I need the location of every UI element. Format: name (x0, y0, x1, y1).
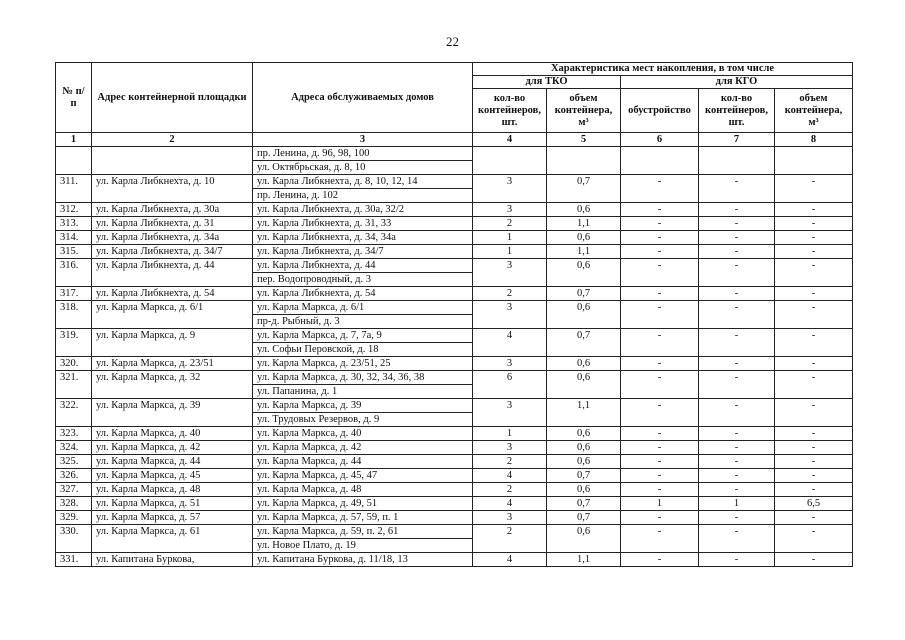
row-number: 331. (56, 553, 92, 567)
value-c6: - (621, 371, 699, 399)
value-c5: 0,7 (547, 497, 621, 511)
header-num: № п/п (56, 63, 92, 133)
row-number: 329. (56, 511, 92, 525)
site-address: ул. Карла Маркса, д. 6/1 (92, 301, 253, 329)
value-c7: - (699, 175, 775, 203)
served-address: ул. Карла Либкнехта, д. 34/7 (253, 245, 473, 259)
site-address: ул. Карла Маркса, д. 45 (92, 469, 253, 483)
value-c7: 1 (699, 497, 775, 511)
row-number: 326. (56, 469, 92, 483)
value-c5: 0,6 (547, 525, 621, 553)
value-c5: 1,1 (547, 217, 621, 231)
col-number: 8 (775, 133, 853, 147)
header-address: Адрес контейнерной площадки (92, 63, 253, 133)
site-address: ул. Карла Маркса, д. 44 (92, 455, 253, 469)
row-number: 319. (56, 329, 92, 357)
site-address: ул. Карла Маркса, д. 40 (92, 427, 253, 441)
value-c6: - (621, 301, 699, 329)
served-address: ул. Карла Либкнехта, д. 34, 34а (253, 231, 473, 245)
site-address (92, 147, 253, 175)
value-c5: 0,6 (547, 483, 621, 497)
value-c7 (699, 147, 775, 175)
value-c4: 1 (473, 427, 547, 441)
site-address: ул. Карла Либкнехта, д. 31 (92, 217, 253, 231)
site-address: ул. Карла Маркса, д. 61 (92, 525, 253, 553)
value-c7: - (699, 483, 775, 497)
value-c7: - (699, 525, 775, 553)
value-c6: - (621, 483, 699, 497)
value-c4 (473, 147, 547, 175)
row-number: 325. (56, 455, 92, 469)
value-c8: - (775, 553, 853, 567)
served-address: ул. Карла Либкнехта, д. 31, 33 (253, 217, 473, 231)
value-c4: 3 (473, 399, 547, 427)
value-c8: - (775, 231, 853, 245)
value-c5: 0,6 (547, 231, 621, 245)
served-address: пр-д. Рыбный, д. 3 (253, 315, 473, 329)
column-numbers-row (56, 133, 853, 147)
served-address: ул. Карла Маркса, д. 6/1 (253, 301, 473, 315)
value-c5: 0,6 (547, 301, 621, 329)
value-c5: 0,7 (547, 511, 621, 525)
table-row (56, 287, 853, 301)
value-c7: - (699, 469, 775, 483)
table-body (56, 147, 853, 567)
value-c8: 6,5 (775, 497, 853, 511)
value-c8 (775, 147, 853, 175)
value-c4: 3 (473, 441, 547, 455)
served-address: ул. Карла Маркса, д. 45, 47 (253, 469, 473, 483)
value-c5: 0,6 (547, 427, 621, 441)
value-c4: 2 (473, 217, 547, 231)
value-c7: - (699, 427, 775, 441)
value-c4: 3 (473, 203, 547, 217)
row-number: 316. (56, 259, 92, 287)
page-number: 22 (446, 34, 459, 49)
row-number: 311. (56, 175, 92, 203)
table-row (56, 497, 853, 511)
header-served: Адреса обслуживаемых домов (253, 63, 473, 133)
value-c7: - (699, 371, 775, 399)
value-c4: 1 (473, 231, 547, 245)
value-c6: - (621, 399, 699, 427)
value-c6: - (621, 455, 699, 469)
value-c6: - (621, 441, 699, 455)
value-c7: - (699, 455, 775, 469)
site-address: ул. Карла Либкнехта, д. 10 (92, 175, 253, 203)
table-row (56, 231, 853, 245)
row-number: 312. (56, 203, 92, 217)
value-c4: 4 (473, 553, 547, 567)
site-address: ул. Карла Либкнехта, д. 34а (92, 231, 253, 245)
row-number: 328. (56, 497, 92, 511)
value-c4: 3 (473, 259, 547, 287)
served-address: ул. Карла Маркса, д. 49, 51 (253, 497, 473, 511)
table-row (56, 329, 853, 343)
header-characteristics: Характеристика мест накопления, в том числе (473, 63, 853, 76)
served-address: ул. Новое Плато, д. 19 (253, 539, 473, 553)
row-number: 322. (56, 399, 92, 427)
value-c6: - (621, 329, 699, 357)
header-kgo: для КГО (621, 76, 853, 89)
value-c5 (547, 147, 621, 175)
table-row (56, 399, 853, 413)
value-c7: - (699, 329, 775, 357)
site-address: ул. Карла Либкнехта, д. 34/7 (92, 245, 253, 259)
value-c7: - (699, 203, 775, 217)
value-c6: - (621, 259, 699, 287)
served-address: пр. Ленина, д. 102 (253, 189, 473, 203)
value-c4: 2 (473, 483, 547, 497)
header-tko-volume: объем контейнера, м³ (547, 89, 621, 133)
value-c6: - (621, 203, 699, 217)
row-number: 315. (56, 245, 92, 259)
value-c8: - (775, 511, 853, 525)
col-number: 7 (699, 133, 775, 147)
served-address: ул. Октябрьская, д. 8, 10 (253, 161, 473, 175)
site-address: ул. Карла Маркса, д. 48 (92, 483, 253, 497)
value-c7: - (699, 259, 775, 287)
value-c6: - (621, 357, 699, 371)
value-c4: 6 (473, 371, 547, 399)
table-row (56, 483, 853, 497)
row-number: 321. (56, 371, 92, 399)
site-address: ул. Карла Маркса, д. 57 (92, 511, 253, 525)
served-address: ул. Карла Маркса, д. 23/51, 25 (253, 357, 473, 371)
value-c4: 4 (473, 329, 547, 357)
served-address: ул. Софьи Перовской, д. 18 (253, 343, 473, 357)
row-number (56, 147, 92, 175)
value-c8: - (775, 525, 853, 553)
value-c6: - (621, 511, 699, 525)
served-address: ул. Папанина, д. 1 (253, 385, 473, 399)
served-address: ул. Карла Либкнехта, д. 30а, 32/2 (253, 203, 473, 217)
row-number: 327. (56, 483, 92, 497)
value-c5: 0,6 (547, 371, 621, 399)
table-row (56, 301, 853, 315)
value-c4: 1 (473, 245, 547, 259)
col-number: 3 (253, 133, 473, 147)
value-c7: - (699, 511, 775, 525)
value-c8: - (775, 329, 853, 357)
value-c8: - (775, 357, 853, 371)
col-number: 1 (56, 133, 92, 147)
header-tko-count: кол-во контейнеров, шт. (473, 89, 547, 133)
col-number: 4 (473, 133, 547, 147)
value-c6: - (621, 525, 699, 553)
served-address: ул. Карла Маркса, д. 39 (253, 399, 473, 413)
served-address: ул. Карла Маркса, д. 48 (253, 483, 473, 497)
value-c6 (621, 147, 699, 175)
value-c6: - (621, 469, 699, 483)
value-c7: - (699, 399, 775, 427)
value-c5: 0,7 (547, 175, 621, 203)
col-number: 6 (621, 133, 699, 147)
value-c5: 0,6 (547, 259, 621, 287)
value-c8: - (775, 217, 853, 231)
site-address: ул. Карла Маркса, д. 42 (92, 441, 253, 455)
value-c4: 3 (473, 511, 547, 525)
served-address: ул. Карла Маркса, д. 30, 32, 34, 36, 38 (253, 371, 473, 385)
value-c5: 0,7 (547, 469, 621, 483)
value-c6: 1 (621, 497, 699, 511)
value-c5: 1,1 (547, 245, 621, 259)
table-row (56, 525, 853, 539)
row-number: 323. (56, 427, 92, 441)
value-c8: - (775, 441, 853, 455)
site-address: ул. Карла Либкнехта, д. 44 (92, 259, 253, 287)
table-row (56, 147, 853, 161)
served-address: ул. Карла Маркса, д. 44 (253, 455, 473, 469)
table-row (56, 259, 853, 273)
row-number: 320. (56, 357, 92, 371)
table-row (56, 203, 853, 217)
value-c5: 0,6 (547, 455, 621, 469)
served-address: ул. Карла Либкнехта, д. 44 (253, 259, 473, 273)
served-address: ул. Карла Маркса, д. 59, п. 2, 61 (253, 525, 473, 539)
value-c5: 1,1 (547, 553, 621, 567)
value-c6: - (621, 245, 699, 259)
value-c4: 4 (473, 497, 547, 511)
served-address: ул. Капитана Буркова, д. 11/18, 13 (253, 553, 473, 567)
value-c6: - (621, 217, 699, 231)
value-c4: 3 (473, 357, 547, 371)
row-number: 318. (56, 301, 92, 329)
value-c7: - (699, 287, 775, 301)
value-c6: - (621, 231, 699, 245)
site-address: ул. Карла Маркса, д. 9 (92, 329, 253, 357)
col-number: 2 (92, 133, 253, 147)
value-c5: 1,1 (547, 399, 621, 427)
value-c7: - (699, 231, 775, 245)
header-kgo-volume: объем контейнера, м³ (775, 89, 853, 133)
site-address: ул. Карла Маркса, д. 51 (92, 497, 253, 511)
row-number: 314. (56, 231, 92, 245)
table-row (56, 217, 853, 231)
value-c8: - (775, 259, 853, 287)
table-row (56, 357, 853, 371)
served-address: ул. Карла Маркса, д. 57, 59, п. 1 (253, 511, 473, 525)
row-number: 324. (56, 441, 92, 455)
value-c4: 2 (473, 455, 547, 469)
site-address: ул. Карла Либкнехта, д. 54 (92, 287, 253, 301)
value-c7: - (699, 245, 775, 259)
value-c6: - (621, 553, 699, 567)
row-number: 330. (56, 525, 92, 553)
value-c4: 3 (473, 175, 547, 203)
site-address: ул. Карла Маркса, д. 23/51 (92, 357, 253, 371)
value-c5: 0,6 (547, 203, 621, 217)
header-kgo-count: кол-во контейнеров, шт. (699, 89, 775, 133)
header-kgo-setup: обустройство (621, 89, 699, 133)
header-tko: для ТКО (473, 76, 621, 89)
site-address: ул. Карла Маркса, д. 32 (92, 371, 253, 399)
value-c7: - (699, 301, 775, 329)
value-c8: - (775, 483, 853, 497)
served-address: ул. Трудовых Резервов, д. 9 (253, 413, 473, 427)
served-address: ул. Карла Либкнехта, д. 8, 10, 12, 14 (253, 175, 473, 189)
site-address: ул. Капитана Буркова, (92, 553, 253, 567)
value-c8: - (775, 371, 853, 399)
table-row (56, 511, 853, 525)
table-row (56, 553, 853, 567)
site-address: ул. Карла Либкнехта, д. 30а (92, 203, 253, 217)
value-c5: 0,7 (547, 287, 621, 301)
value-c4: 2 (473, 525, 547, 553)
table-row (56, 245, 853, 259)
value-c7: - (699, 217, 775, 231)
table-row (56, 455, 853, 469)
served-address: пер. Водопроводный, д. 3 (253, 273, 473, 287)
served-address: пр. Ленина, д. 96, 98, 100 (253, 147, 473, 161)
row-number: 313. (56, 217, 92, 231)
value-c8: - (775, 427, 853, 441)
value-c6: - (621, 427, 699, 441)
value-c8: - (775, 175, 853, 203)
table-row (56, 441, 853, 455)
served-address: ул. Карла Маркса, д. 40 (253, 427, 473, 441)
table-row (56, 175, 853, 189)
value-c7: - (699, 441, 775, 455)
value-c8: - (775, 301, 853, 329)
value-c5: 0,7 (547, 329, 621, 357)
value-c7: - (699, 553, 775, 567)
served-address: ул. Карла Либкнехта, д. 54 (253, 287, 473, 301)
value-c4: 2 (473, 287, 547, 301)
col-number: 5 (547, 133, 621, 147)
value-c8: - (775, 399, 853, 427)
value-c5: 0,6 (547, 357, 621, 371)
value-c8: - (775, 287, 853, 301)
value-c4: 3 (473, 301, 547, 329)
value-c6: - (621, 175, 699, 203)
value-c5: 0,6 (547, 441, 621, 455)
waste-sites-table (55, 62, 853, 567)
table-row (56, 469, 853, 483)
value-c8: - (775, 469, 853, 483)
value-c8: - (775, 203, 853, 217)
served-address: ул. Карла Маркса, д. 42 (253, 441, 473, 455)
table-row (56, 427, 853, 441)
site-address: ул. Карла Маркса, д. 39 (92, 399, 253, 427)
value-c4: 4 (473, 469, 547, 483)
row-number: 317. (56, 287, 92, 301)
served-address: ул. Карла Маркса, д. 7, 7а, 9 (253, 329, 473, 343)
value-c7: - (699, 357, 775, 371)
value-c8: - (775, 455, 853, 469)
table-row (56, 371, 853, 385)
value-c6: - (621, 287, 699, 301)
value-c8: - (775, 245, 853, 259)
